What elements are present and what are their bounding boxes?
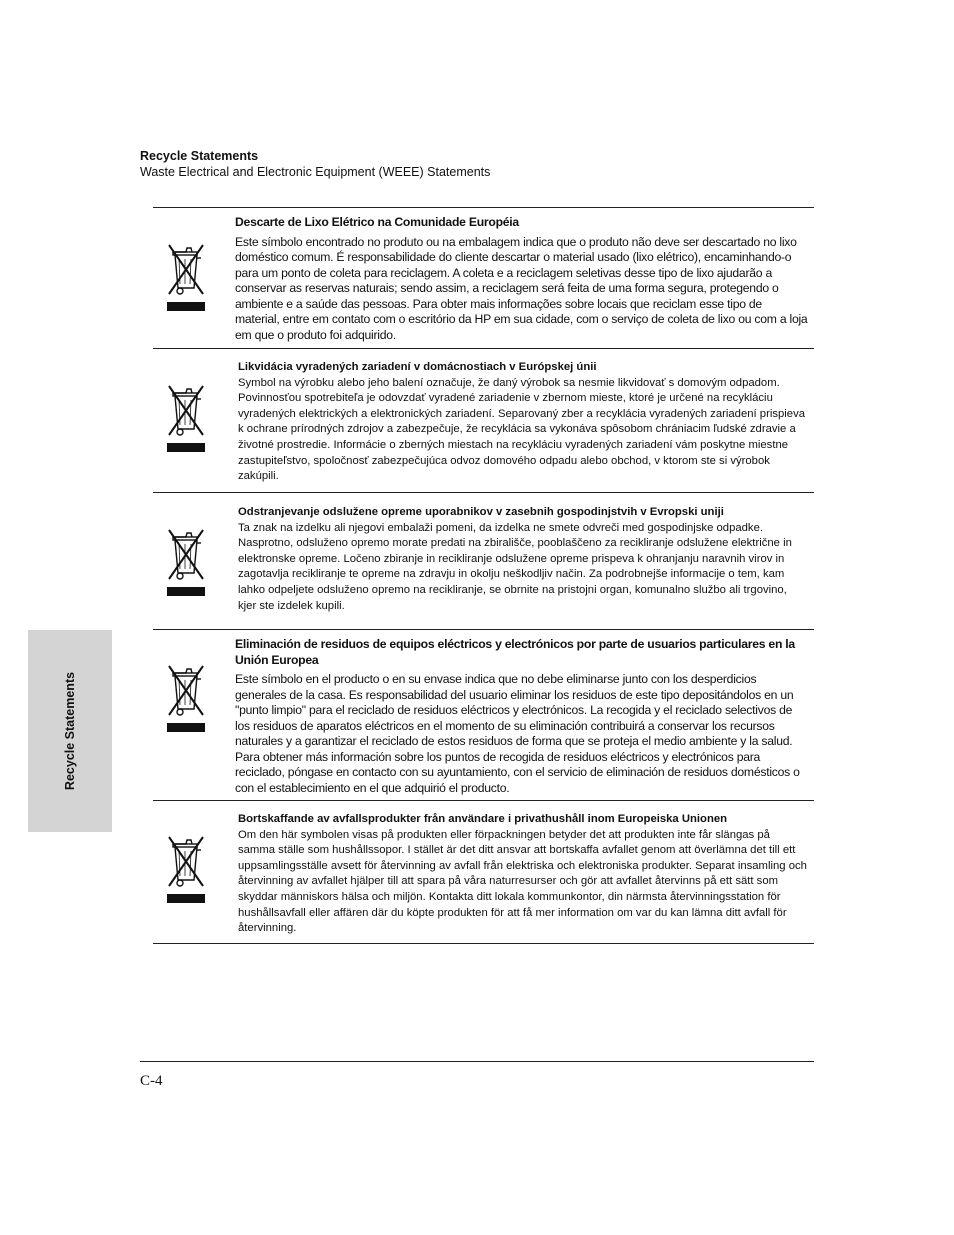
statement-body: Symbol na výrobku alebo jeho balení označuje, že daný výrobok sa nesmie likvidovať s domovým odpadom. Povinnosťou spotrebiteľa je odovzdať vyradené zariadenie v zbernom mieste, ktoré je určené na recykláciu vyradených elektrických a elektronických zariadení. Separovaný zber a recyklácia vyradených zariadení prispieva k ochrane prírodných zdrojov a zabezpečuje, že recyklácia sa vykonáva spôsobom chrániacim ľudské zdravie a životné prostredie. Informácie o zberných miestach na recykláciu vyradených zariadení vám poskytne miestne zastupiteľstvo, spoločnosť zabezpečujúca odvoz domového odpadu alebo obchod, v ktorom ste si výrobok zakúpili.: [238, 376, 806, 483]
statements-table: [153, 207, 814, 944]
statement-text: [238, 505, 808, 614]
statement-text: [238, 360, 808, 485]
statement-text: [235, 637, 808, 796]
statement-row-slovak: [153, 349, 814, 493]
statement-heading: Descarte de Lixo Elétrico na Comunidade Européia: [235, 215, 519, 229]
statement-row-portuguese: [153, 208, 814, 349]
crossed-out-wheeled-bin-icon: [165, 242, 207, 314]
statement-body: Om den här symbolen visas på produkten eller förpackningen betyder det att produkten inte får slängas på samma ställe som hushållssopor. I stället är det ditt ansvar att bortskaffa avfallet genom att överlämna det till ett uppsamlingsställe avsett för återvinning av avfall från elektriska och elektroniska produkter. Separat insamling och återvinning av avfallet hjälper till att spara på våra naturresurser och gör att avfallet återvinns på ett sätt som skyddar människors hälsa och miljön. Kontakta ditt lokala kommunkontor, din närmsta återvinningsstation för hushållsavfall eller affären där du köpte produkten för att få mer information om var du kan lämna ditt avfall för återvinning.: [238, 828, 807, 935]
page-subtitle: Waste Electrical and Electronic Equipment (WEEE) Statements: [140, 165, 491, 179]
crossed-out-wheeled-bin-icon: [165, 663, 207, 735]
statement-text: [235, 215, 808, 343]
statement-body: Este símbolo en el producto o en su envase indica que no debe eliminarse junto con los desperdicios generales de la casa. Es responsabilidad del usuario eliminar los residuos de este tipo depositándolos en un "punto limpio" para el reciclado de residuos eléctricos y electrónicos. La recogida y el reciclado selectivos de los residuos de aparatos eléctricos en el momento de su eliminación contribuirá a conservar los recursos naturales y a garantizar el reciclado de estos residuos de forma que se proteja el medio ambiente y la salud. Para obtener más información sobre los puntos de recogida de residuos eléctricos y electrónicos para reciclado, póngase en contacto con su ayuntamiento, con el servicio de eliminación de residuos domésticos o con el establecimiento en el que adquirió el producto.: [235, 672, 800, 795]
statement-body: Ta znak na izdelku ali njegovi embalaži pomeni, da izdelka ne smete odvreči med gospodinjske odpadke. Nasprotno, odsluženo opremo morate predati na zbirališče, pooblaščeno za recikliranje odslužene električne in elektronske opreme. Ločeno zbiranje in recikliranje odslužene opreme prispeva k ohranjanju naravnih virov in zagotavlja recikliranje te opreme na zdravju in okolju neškodljiv način. Za podrobnejše informacije o tem, kam lahko odpeljete odsluženo opremo na recikliranje, se obrnite na pristojni organ, komunalno službo ali trgovino, kjer ste izdelek kupili.: [238, 521, 792, 612]
statement-heading: Eliminación de residuos de equipos eléctricos y electrónicos por parte de usuarios particulares en la Unión Europea: [235, 637, 795, 667]
footer-rule: [140, 1061, 814, 1062]
statement-text: [238, 812, 808, 937]
side-tab-label: Recycle Statements: [63, 671, 77, 791]
page-header: [140, 148, 490, 180]
statement-heading: Bortskaffande av avfallsprodukter från användare i privathushåll inom Europeiska Unionen: [238, 813, 728, 825]
statement-body: Este símbolo encontrado no produto ou na embalagem indica que o produto não deve ser descartado no lixo doméstico comum. É responsabilidade do cliente descartar o material usado (lixo elétrico), encaminhando-o para um ponto de coleta para reciclagem. A coleta e a reciclagem seletivas desse tipo de lixo ajudarão a conservar as reservas naturais; sendo assim, a reciclagem será feita de uma forma segura, protegendo o ambiente e a saúde das pessoas. Para obter mais informações sobre locais que reciclam esse tipo de material, entre em contato com o escritório da HP em sua cidade, com o serviço de coleta de lixo ou com a loja em que o produto foi adquirido.: [235, 234, 808, 342]
statement-heading: Likvidácia vyradených zariadení v domácnostiach v Európskej únii: [238, 361, 597, 373]
crossed-out-wheeled-bin-icon: [165, 383, 207, 455]
section-title: Recycle Statements: [140, 149, 259, 163]
statement-row-swedish: [153, 801, 814, 944]
crossed-out-wheeled-bin-icon: [165, 527, 207, 599]
statement-row-spanish: [153, 630, 814, 801]
page-number: C-4: [140, 1073, 163, 1089]
statement-row-slovenian: [153, 493, 814, 630]
statement-heading: Odstranjevanje odslužene opreme uporabnikov v zasebnih gospodinjstvih v Evropski uniji: [238, 506, 724, 518]
crossed-out-wheeled-bin-icon: [165, 834, 207, 906]
side-tab: [28, 630, 112, 832]
